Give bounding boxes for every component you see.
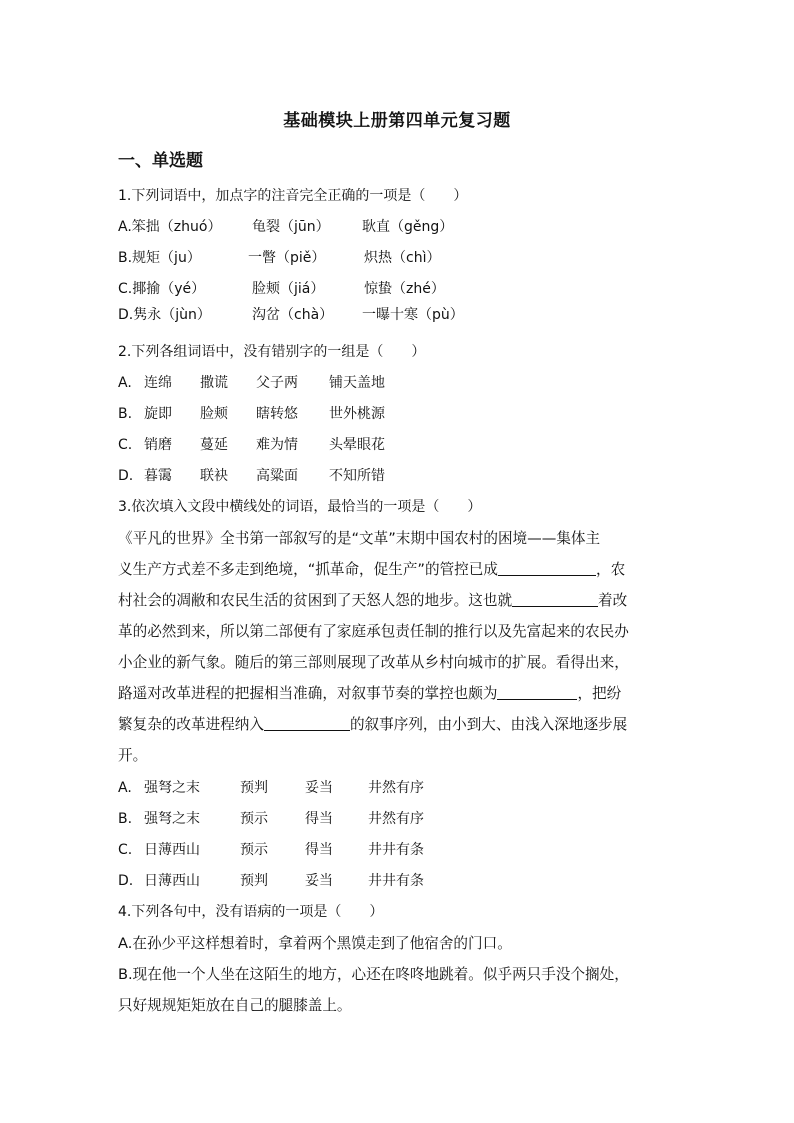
q2-option-b-word3: 瞎转悠 [256, 406, 298, 422]
q2-option-b-word4: 世外桃源 [329, 406, 385, 422]
q3-option-a-word4: 井然有序 [368, 780, 424, 796]
passage-text: 路遥对改革进程的把握相当准确，对叙事节奏的掌控也颇为 [118, 685, 498, 702]
q4-option-b-line2: 只好规规矩矩放在自己的腿膝盖上。 [118, 997, 352, 1014]
fill-blank-1[interactable] [498, 559, 596, 576]
q2-option-d-word1: 暮霭 [144, 468, 172, 484]
q3-option-c-word3: 得当 [305, 842, 333, 858]
q3-option-b-word4: 井然有序 [368, 811, 424, 827]
q2-option-a-letter: A. [118, 375, 132, 391]
passage-line: 《平凡的世界》全书第一部叙写的是“文革”末期中国农村的困境——集体主 [118, 530, 601, 547]
q1-option-d-word2: 沟岔（chà） [252, 307, 334, 323]
q3-option-a-word1: 强弩之末 [144, 780, 200, 796]
passage-line: 革的必然到来，所以第二部便有了家庭承包责任制的推行以及先富起来的农民办 [118, 623, 629, 640]
q2-option-c-word1: 销磨 [144, 437, 172, 453]
q2-option-a-word1: 连绵 [144, 375, 172, 391]
q3-option-c-letter: C. [118, 842, 133, 858]
q2-option-d-word2: 联袂 [200, 468, 228, 484]
question-3-passage [118, 523, 678, 771]
q2-option-d-word3: 高粱面 [256, 468, 298, 484]
passage-line: 小企业的新气象。随后的第三部则展现了改革从乡村向城市的扩展。看得出来， [118, 654, 629, 671]
passage-line: 开。 [118, 747, 148, 764]
passage-line [118, 709, 678, 740]
question-4-options [118, 928, 678, 1021]
q2-option-d-word4: 不知所错 [329, 468, 385, 484]
q1-option-d-word1: D.隽永（jùn） [118, 307, 211, 323]
question-4-stem: 4.下列各句中，没有语病的一项是（ ） [118, 904, 384, 920]
fill-blank-2[interactable] [512, 590, 598, 607]
passage-text: ，农 [595, 561, 626, 578]
q2-option-c-letter: C. [118, 437, 133, 453]
q1-option-a-word1: A.笨拙（zhuó） [118, 219, 222, 235]
fill-blank-4[interactable] [264, 714, 350, 731]
q2-option-c-word2: 蔓延 [200, 437, 228, 453]
passage-text: 村社会的凋敝和农民生活的贫困到了天怒人怨的地步。这也就 [118, 592, 513, 609]
question-1-stem: 1.下列词语中，加点字的注音完全正确的一项是（ ） [118, 188, 468, 204]
q2-option-b-letter: B. [118, 406, 133, 422]
q1-option-b-word1: B.规矩（ju） [118, 250, 201, 266]
passage-line [118, 554, 678, 585]
passage-text: ，把纷 [577, 685, 622, 702]
q2-option-d-letter: D. [118, 468, 134, 484]
section-heading: 一、单选题 [118, 151, 203, 171]
q2-option-c-word3: 难为情 [256, 437, 298, 453]
q1-option-c-word3: 惊蛰（zhé） [364, 281, 445, 297]
q3-option-d-letter: D. [118, 873, 134, 889]
q3-option-b-word1: 强弩之末 [144, 811, 200, 827]
passage-text: 的叙事序列，由小到大、由浅入深地逐步展 [349, 716, 628, 733]
q2-option-a-word2: 撒谎 [200, 375, 228, 391]
q1-option-a-word2: 龟裂（jūn） [252, 219, 330, 235]
q1-option-a-word3: 耿直（gěng） [362, 219, 454, 235]
q3-option-d-word4: 井井有条 [368, 873, 424, 889]
question-3-stem: 3.依次填入文段中横线处的词语，最恰当的一项是（ ） [118, 499, 482, 515]
q3-option-d-word2: 预判 [240, 873, 268, 889]
q4-option-a: A.在孙少平这样想着时，拿着两个黑馍走到了他宿舍的门口。 [118, 935, 512, 952]
q4-option-b-line1: B.现在他一个人坐在这陌生的地方，心还在咚咚地跳着。似乎两只手没个搁处， [118, 966, 629, 983]
passage-line [118, 585, 678, 616]
q3-option-b-word3: 得当 [305, 811, 333, 827]
q1-option-c-word2: 脸颊（jiá） [252, 281, 325, 297]
fill-blank-3[interactable] [497, 683, 577, 700]
q3-option-a-letter: A. [118, 780, 132, 796]
q3-option-a-word3: 妥当 [305, 780, 333, 796]
q1-option-b-word3: 炽热（chì） [364, 250, 441, 266]
q3-option-d-word1: 日薄西山 [144, 873, 200, 889]
q3-option-a-word2: 预判 [240, 780, 268, 796]
passage-line [118, 678, 678, 709]
q3-option-c-word4: 井井有条 [368, 842, 424, 858]
q1-option-b-word2: 一瞥（piě） [248, 250, 326, 266]
passage-text: 着改 [598, 592, 628, 609]
q3-option-b-word2: 预示 [240, 811, 268, 827]
q2-option-a-word4: 铺天盖地 [329, 375, 385, 391]
passage-text: 义生产方式差不多走到绝境，“抓革命，促生产”的管控已成 [118, 561, 498, 578]
q2-option-b-word2: 脸颊 [200, 406, 228, 422]
q2-option-c-word4: 头晕眼花 [329, 437, 385, 453]
q3-option-d-word3: 妥当 [305, 873, 333, 889]
q3-option-c-word1: 日薄西山 [144, 842, 200, 858]
q3-option-b-letter: B. [118, 811, 133, 827]
page-title: 基础模块上册第四单元复习题 [283, 111, 511, 131]
q2-option-b-word1: 旋即 [144, 406, 172, 422]
q2-option-a-word3: 父子两 [256, 375, 298, 391]
question-2-stem: 2.下列各组词语中，没有错别字的一组是（ ） [118, 344, 426, 360]
q1-option-d-word3: 一曝十寒（pù） [362, 307, 464, 323]
q3-option-c-word2: 预示 [240, 842, 268, 858]
passage-text: 繁复杂的改革进程纳入 [118, 716, 264, 733]
q1-option-c-word1: C.揶揄（yé） [118, 281, 206, 297]
